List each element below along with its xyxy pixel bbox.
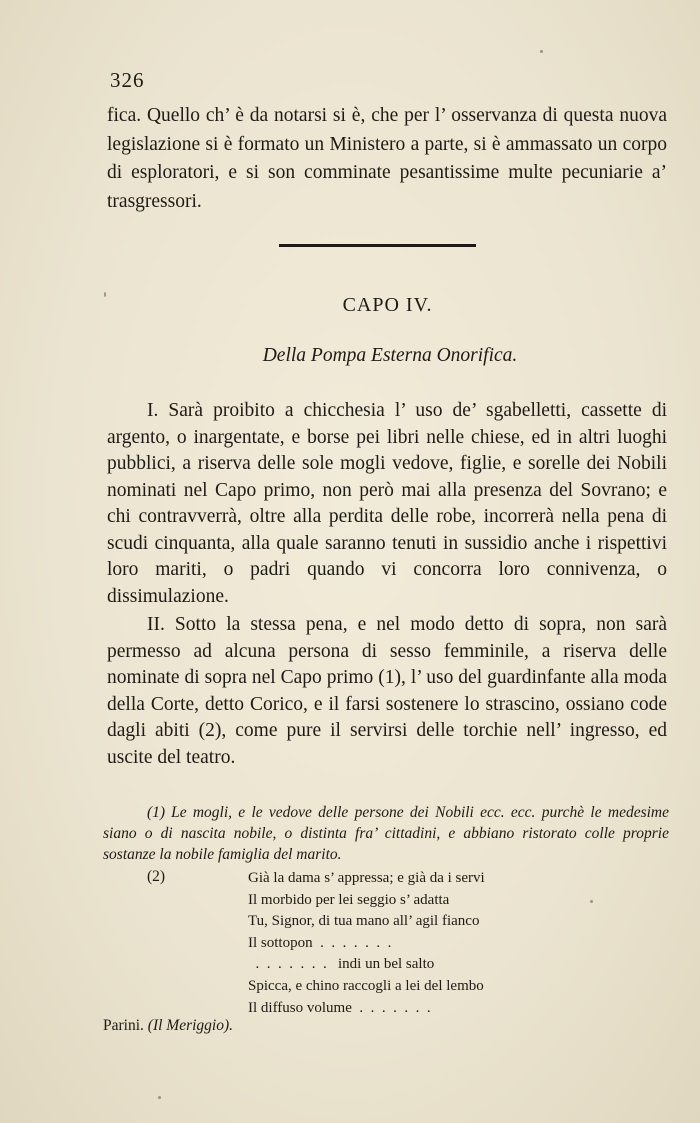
poem-verse-1: Già la dama s’ appressa; e già da i servi bbox=[248, 870, 485, 886]
paper-speck bbox=[590, 900, 593, 903]
footnote-1 bbox=[103, 802, 669, 865]
footnote-2-marker: (2) bbox=[147, 868, 166, 885]
chapter-subtitle: Della Pompa Esterna Onorifica. bbox=[262, 345, 518, 366]
footnote-2-attribution bbox=[103, 1017, 233, 1035]
poem-verse-7: Il diffuso volume . . . . . . . bbox=[248, 999, 431, 1016]
attribution-work: (Il Meriggio). bbox=[147, 1017, 234, 1034]
section-separator-rule bbox=[279, 244, 476, 247]
chapter-heading: CAPO IV. bbox=[342, 294, 433, 316]
paper-speck bbox=[104, 292, 106, 297]
poem-verse-4: Il sottopon . . . . . . . bbox=[248, 934, 392, 951]
paper-speck bbox=[540, 50, 543, 53]
poem-verse-6: Spicca, e chino raccogli a lei del lembo bbox=[248, 977, 484, 994]
chapter-body bbox=[107, 398, 667, 771]
poem-verse-5: . . . . . . . indi un bel salto bbox=[248, 956, 435, 973]
footnote-2-poem bbox=[248, 868, 485, 1019]
page-number: 326 bbox=[110, 68, 145, 92]
article-paragraph-1: I. Sarà proibito a chicchesia l’ uso de’ sgabelletti, cassette di argento, o inargentate, e borse pei libri nelle chiese, ed in altri luoghi pubblici, a riserva delle sole mogli vedove, figlie, e sorelle dei Nobili nominati nel Capo primo, non però mai alla presenza del Sovrano; e chi contravverrà, oltre alla perdita delle robe, incorrerà nella pena di scudi cinquanta, alla quale saranno tenuti in sussidio anche i rispettivi loro mariti, o padri quando vi concorra loro connivenza, o dissimulazione. bbox=[107, 400, 667, 607]
footnote-1-marker: (1) bbox=[147, 804, 166, 821]
continuation-paragraph: fica. Quello ch’ è da notarsi si è, che per l’ osservanza di questa nuova legislazione si è formato un Ministero a parte, si è ammassato un corpo di esploratori, e si son comminate pesantissime multe pecuniarie a’ trasgressori. bbox=[107, 105, 667, 212]
paper-speck bbox=[158, 1096, 161, 1099]
poem-verse-3: Tu, Signor, di tua mano all’ agil fianco bbox=[248, 913, 480, 930]
continuation-text bbox=[107, 102, 667, 216]
poem-verse-2: Il morbido per lei seggio s’ adatta bbox=[248, 891, 450, 908]
article-paragraph-2: II. Sotto la stessa pena, e nel modo detto di sopra, non sarà permesso ad alcuna persona di sesso femminile, a riserva delle nominate di sopra nel Capo primo (1), l’ uso del guardinfante alla moda della Corte, detto Corico, e il farsi sostenere lo strascino, ossiano code dagli abiti (2), come pure il servirsi delle torchie nell’ ingresso, ed uscite del teatro. bbox=[107, 614, 667, 768]
attribution-author: Parini. bbox=[103, 1017, 144, 1034]
footnote-1-text: Le mogli, e le vedove delle persone dei Nobili ecc. ecc. purchè le medesime siano o di nascita nobile, o distinta fra’ cittadini, e abbiano ristorato colle proprie sostanze la nobile famiglia del marito. bbox=[103, 804, 669, 863]
